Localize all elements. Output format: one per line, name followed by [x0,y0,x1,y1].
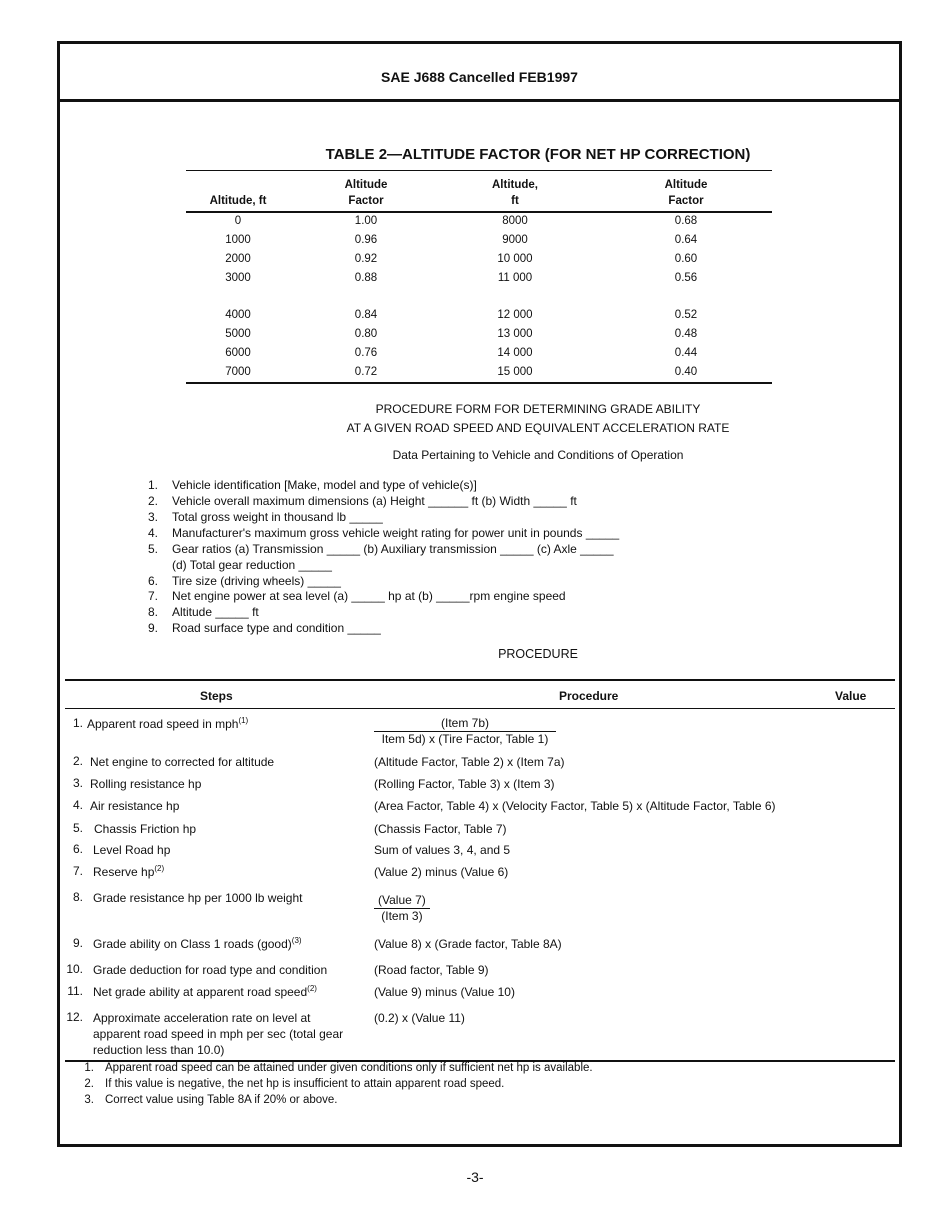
table-cell: 3000 [225,272,251,284]
table-cell: 0.68 [674,215,698,227]
step-line: reduction less than 10.0) [93,1043,225,1057]
item-number: 9. [147,621,158,635]
table-row [186,309,772,327]
table2-header-row [186,177,772,211]
fraction-numerator: (Item 7b) [374,716,556,732]
table2-header-cell: Altitude, ft [209,195,267,207]
table-cell: 0.40 [674,366,698,378]
table-cell: 0.88 [354,272,378,284]
table-cell: 0.96 [354,234,378,246]
item-text: Gear ratios (a) Transmission _____ (b) Auxiliary transmission _____ (c) Axle _____ [172,542,614,556]
item-number: 7. [147,589,158,603]
procedure-text: (Road factor, Table 9) [374,963,489,977]
item-number: 4. [147,526,158,540]
table-cell: 13 000 [497,328,533,340]
fraction-numerator: (Value 7) [374,893,430,909]
procedure-text: (Area Factor, Table 4) x (Velocity Factor, Table 5) x (Altitude Factor, Table 6) [374,799,776,813]
table-row [186,215,772,233]
form-title-line2: AT A GIVEN ROAD SPEED AND EQUIVALENT ACCELERATION RATE [346,421,730,435]
table-cell: 10 000 [497,253,533,265]
procedure-fraction [374,893,430,924]
item-text: (d) Total gear reduction _____ [172,558,332,572]
table-cell: 0.60 [674,253,698,265]
procedure-text: (Chassis Factor, Table 7) [374,822,507,836]
table-cell: 0.44 [674,347,698,359]
step-text [93,864,164,880]
form-title-line1: PROCEDURE FORM FOR DETERMINING GRADE ABILITY [375,402,701,416]
item-text: Vehicle identification [Make, model and type of vehicle(s)] [172,478,477,492]
table-cell: 0 [234,215,242,227]
table-cell: 0.92 [354,253,378,265]
procedure-heading: PROCEDURE [498,647,578,661]
procedure-text: (Rolling Factor, Table 3) x (Item 3) [374,777,555,791]
item-number: 5. [147,542,158,556]
fraction-denominator: Item 5d) x (Tire Factor, Table 1) [381,732,549,746]
procedure-text: (0.2) x (Value 11) [374,1011,465,1025]
procedure-text: (Value 9) minus (Value 10) [374,985,515,999]
footnote-ref: (3) [291,936,302,945]
table-cell: 0.52 [674,309,698,321]
table-row [186,347,772,365]
table-row [186,272,772,290]
table2-header-cell: Altitude [344,179,388,191]
item-text: Vehicle overall maximum dimensions (a) Height ______ ft (b) Width _____ ft [172,494,577,508]
table2-bottom-rule [186,382,772,384]
footnote-ref: (1) [238,716,249,725]
footnote-text: Apparent road speed can be attained under given conditions only if sufficient net hp is available. [105,1062,593,1074]
page-frame [57,41,902,1147]
table-cell: 12 000 [497,309,533,321]
footnote-text: If this value is negative, the net hp is insufficient to attain apparent road speed. [105,1078,505,1090]
table-cell: 4000 [225,309,251,321]
column-header-procedure: Procedure [559,689,619,703]
step-number: 5. [72,821,83,835]
table-cell: 15 000 [497,366,533,378]
procedure-header-rule [65,708,895,709]
document-title: SAE J688 Cancelled FEB1997 [381,69,578,85]
table-cell: 7000 [225,366,251,378]
step-text [93,936,302,952]
procedure-text: (Value 2) minus (Value 6) [374,865,509,879]
table2-header-cell: Altitude, [492,179,538,191]
step-line: apparent road speed in mph per sec (total gear [93,1027,344,1041]
fraction-denominator: (Item 3) [381,909,423,923]
item-number: 8. [147,605,158,619]
table-cell: 2000 [225,253,251,265]
step-number: 2. [72,754,83,768]
step-number: 1. [72,716,83,730]
item-number: 1. [147,478,158,492]
step-number: 6. [72,842,83,856]
table-cell: 8000 [502,215,528,227]
procedure-text: Sum of values 3, 4, and 5 [374,843,511,857]
step-label: Grade ability on Class 1 roads (good) [93,937,292,951]
procedure-text: (Altitude Factor, Table 2) x (Item 7a) [374,755,565,769]
step-number: 9. [72,936,83,950]
table-cell: 0.84 [354,309,378,321]
step-text: Chassis Friction hp [94,822,197,836]
table-cell: 5000 [225,328,251,340]
item-number: 3. [147,510,158,524]
page-number: -3- [466,1169,484,1185]
footnote-number: 3. [84,1094,94,1106]
procedure-fraction [374,716,556,747]
step-number: 4. [72,798,83,812]
table-cell: 14 000 [497,347,533,359]
step-text: Level Road hp [93,843,171,857]
item-text: Altitude _____ ft [172,605,259,619]
table2-header-cell: Factor [668,195,704,207]
table2-title: TABLE 2—ALTITUDE FACTOR (FOR NET HP CORRECTION) [325,146,751,163]
step-number: 12. [66,1010,83,1024]
table-row [186,253,772,271]
table-row [186,328,772,346]
table-cell: 6000 [225,347,251,359]
step-text [93,1010,343,1058]
procedure-text: (Value 8) x (Grade factor, Table 8A) [374,937,562,951]
column-header-value: Value [835,689,867,703]
table2-header-cell: Factor [348,195,384,207]
footnote-number: 2. [84,1078,94,1090]
step-number: 8. [72,890,83,904]
table-cell: 9000 [502,234,528,246]
item-text: Tire size (driving wheels) _____ [172,574,341,588]
item-text: Manufacturer's maximum gross vehicle weight rating for power unit in pounds _____ [172,526,620,540]
step-text: Grade deduction for road type and condition [93,963,328,977]
step-number: 7. [72,864,83,878]
item-number: 6. [147,574,158,588]
table2-header-cell: Altitude [664,179,708,191]
step-text: Grade resistance hp per 1000 lb weight [93,891,303,905]
table-cell: 1.00 [354,215,378,227]
step-label: Net grade ability at apparent road speed [93,985,308,999]
step-text [87,716,248,732]
table-cell: 0.56 [674,272,698,284]
item-text: Net engine power at sea level (a) _____ hp at (b) _____rpm engine speed [172,589,566,603]
table2-top-rule [186,170,772,171]
table-cell: 0.48 [674,328,698,340]
step-label: Apparent road speed in mph [87,717,239,731]
step-text: Rolling resistance hp [90,777,202,791]
footnote-text: Correct value using Table 8A if 20% or above. [105,1094,338,1106]
table-cell: 0.64 [674,234,698,246]
footnote-ref: (2) [154,864,165,873]
step-number: 10. [66,962,83,976]
step-text: Net engine to corrected for altitude [90,755,275,769]
item-text: Road surface type and condition _____ [172,621,381,635]
page-header [60,44,899,102]
table-cell: 0.72 [354,366,378,378]
step-text [93,984,317,1000]
step-line: Approximate acceleration rate on level at [93,1011,311,1025]
step-number: 11. [67,984,83,998]
item-number: 2. [147,494,158,508]
table-row [186,234,772,252]
table-cell: 1000 [225,234,251,246]
table-cell: 11 000 [497,272,533,284]
item-text: Total gross weight in thousand lb _____ [172,510,383,524]
procedure-top-rule [65,679,895,681]
step-number: 3. [72,776,83,790]
step-label: Reserve hp [93,865,155,879]
form-subtitle: Data Pertaining to Vehicle and Conditions of Operation [392,448,684,462]
table-cell: 0.76 [354,347,378,359]
column-header-steps: Steps [200,689,233,703]
table-cell: 0.80 [354,328,378,340]
footnote-ref: (2) [307,984,317,993]
table2-header-rule [186,211,772,213]
step-text: Air resistance hp [90,799,180,813]
table2-header-cell: ft [511,195,519,207]
footnote-number: 1. [84,1062,94,1074]
